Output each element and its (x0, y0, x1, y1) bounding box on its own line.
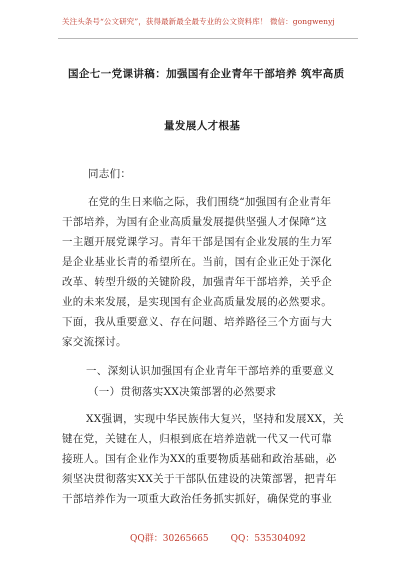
salutation: 同志们： (88, 168, 132, 180)
header-divider (58, 38, 358, 39)
header-banner: 关注头条号“公文研究”，获得最新最全最专业的公文资料库！ 微信：gongwenyj (62, 17, 335, 26)
paragraph-line: 是企业基业长青的希望所在。当前，国有企业正处于深化 (62, 256, 332, 268)
paragraph-line: 接班人。国有企业作为XX的重要物质基础和政治基础，必 (62, 453, 337, 465)
footer-contact (130, 532, 330, 546)
paragraph-line: 改革、转型升级的关键阶段，加强青年干部培养，关乎企 (62, 276, 332, 288)
paragraph-line: 键在党，关键在人，归根到底在培养造就一代又一代可靠 (62, 433, 332, 445)
paragraph-line: 业的未来发展，是实现国有企业高质量发展的必然要求。 (62, 296, 332, 308)
subsection-heading: （一）贯彻落实XX决策部署的必然要求 (88, 386, 277, 398)
paragraph-line: 在党的生日来临之际，我们围绕“加强国有企业青年 (88, 196, 332, 208)
paragraph-line: 下面，我从重要意义、存在问题、培养路径三个方面与大 (62, 316, 332, 328)
footer-qq-group: QQ群：30265665 (130, 534, 209, 544)
paragraph-line: 干部培养作为一项重大政治任务抓实抓好，确保党的事业 (62, 493, 332, 505)
document-title-line-2: 量发展人才根基 (164, 120, 241, 132)
section-heading: 一、深刻认识加强国有企业青年干部培养的重要意义 (86, 365, 335, 377)
paragraph-line: 家交流探讨。 (62, 336, 127, 348)
document-title-line-1: 国企七一党课讲稿：加强国有企业青年干部培养 筑牢高质 (68, 68, 345, 80)
paragraph-line: 干部培养，为国有企业高质量发展提供坚强人才保障”这 (62, 216, 327, 228)
footer-qq-number: QQ：535304092 (230, 534, 306, 544)
paragraph-line: 一主题开展党课学习。青年干部是国有企业发展的生力军 (62, 236, 332, 248)
paragraph-line: 须坚决贯彻落实XX关于干部队伍建设的决策部署，把青年 (62, 473, 337, 485)
paragraph-line: XX强调，实现中华民族伟大复兴，坚持和发展XX，关 (86, 413, 344, 425)
